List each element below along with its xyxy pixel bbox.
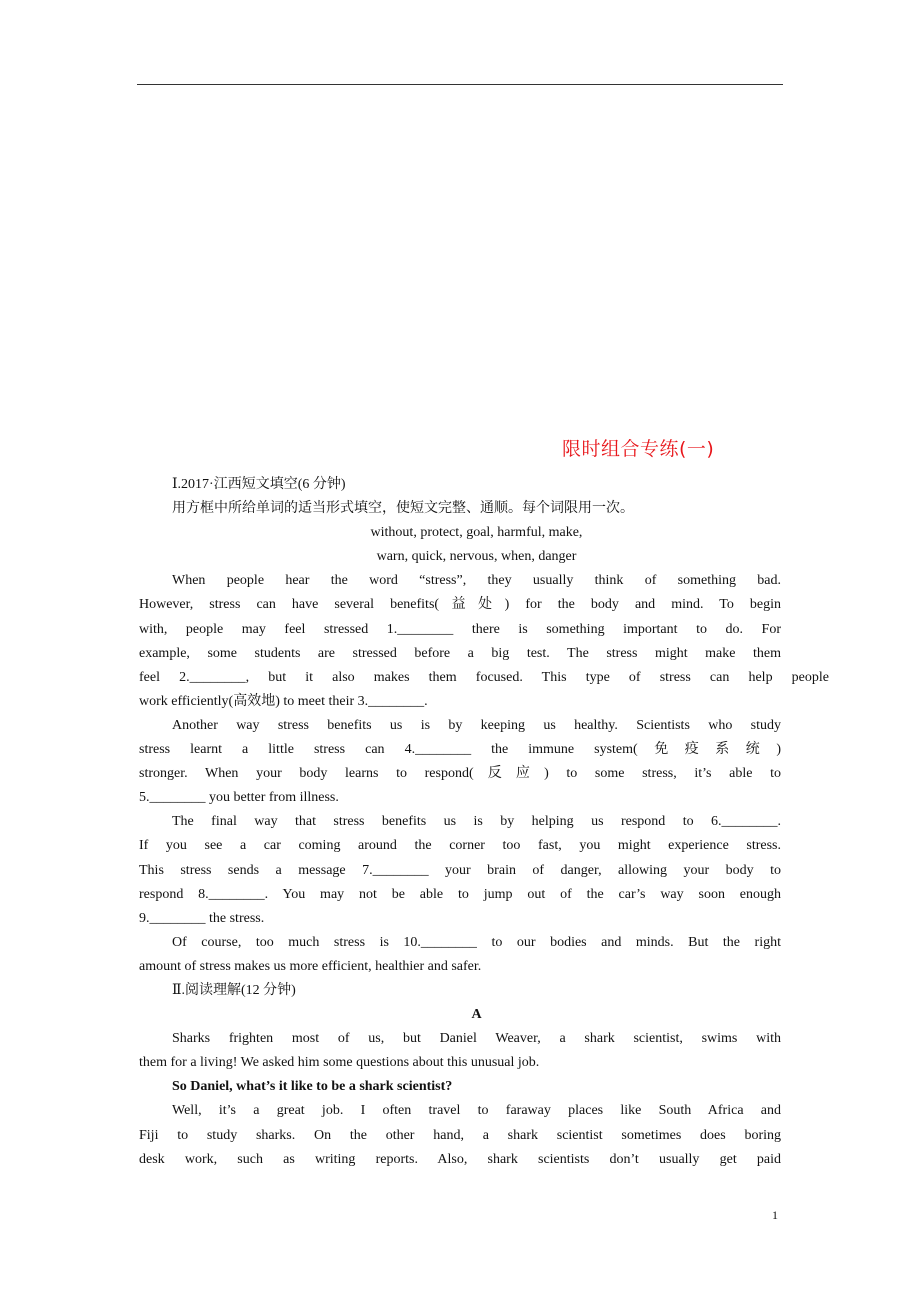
text-line: stress learnt a little stress can 4.________ the immune system(免疫系统) — [139, 742, 781, 758]
page-number: 1 — [772, 1208, 778, 1222]
instruction: 用方框中所给单词的适当形式填空，使短文完整、通顺。每个词限用一次。 — [172, 501, 634, 517]
interview-question: So Daniel, what’s it like to be a shark scientist? — [172, 1079, 453, 1095]
text-line: Of course, too much stress is 10.________ to our bodies and minds. But the right — [172, 934, 781, 950]
word-box-line: warn, quick, nervous, when, danger — [376, 549, 577, 565]
text-line: respond 8.________. You may not be able to jump out of the car’s way soon enough — [139, 886, 781, 902]
text-line: Another way stress benefits us is by keeping us healthy. Scientists who study — [172, 717, 781, 733]
text-line: stronger. When your body learns to respond(反应) to some stress, it’s able to — [139, 766, 781, 782]
document-body — [139, 473, 829, 1172]
text-line: Sharks frighten most of us, but Daniel Weaver, a shark scientist, swims with — [172, 1031, 781, 1047]
section-heading-1: Ⅰ.2017·江西短文填空(6 分钟) — [172, 477, 346, 492]
header-rule — [137, 84, 783, 85]
word-box-line: without, protect, goal, harmful, make, — [370, 525, 583, 541]
text-line: 5.________ you better from illness. — [139, 790, 339, 806]
text-line: with, people may feel stressed 1.________ there is something important to do. For — [139, 621, 781, 637]
text-line: amount of stress makes us more efficient, healthier and safer. — [139, 958, 482, 974]
text-line: 9.________ the stress. — [139, 910, 265, 926]
text-line: desk work, such as writing reports. Also, shark scientists don’t usually get paid — [139, 1151, 781, 1167]
text-line: If you see a car coming around the corner too fast, you might experience stress. — [139, 838, 781, 854]
text-line: However, stress can have several benefits(益处) for the body and mind. To begin — [139, 597, 781, 613]
text-line: The final way that stress benefits us is by helping us respond to 6.________. — [172, 814, 781, 830]
text-line: Well, it’s a great job. I often travel to faraway places like South Africa and — [172, 1103, 781, 1119]
text-line: them for a living! We asked him some questions about this unusual job. — [139, 1055, 540, 1071]
text-line: feel 2.________, but it also makes them focused. This type of stress can help people — [139, 669, 829, 685]
text-line: example, some students are stressed before a big test. The stress might make them — [139, 645, 781, 661]
text-line: work efficiently(高效地) to meet their 3.________. — [139, 693, 428, 709]
text-line: When people hear the word “stress”, they usually think of something bad. — [172, 573, 781, 589]
page-title: 限时组合专练(一) — [562, 438, 715, 460]
section-heading-2: Ⅱ.阅读理解(12 分钟) — [172, 982, 296, 998]
text-line: This stress sends a message 7.________ your brain of danger, allowing your body to — [139, 862, 781, 878]
passage-label: A — [471, 1007, 482, 1023]
text-line: Fiji to study sharks. On the other hand, a shark scientist sometimes does boring — [139, 1127, 781, 1143]
